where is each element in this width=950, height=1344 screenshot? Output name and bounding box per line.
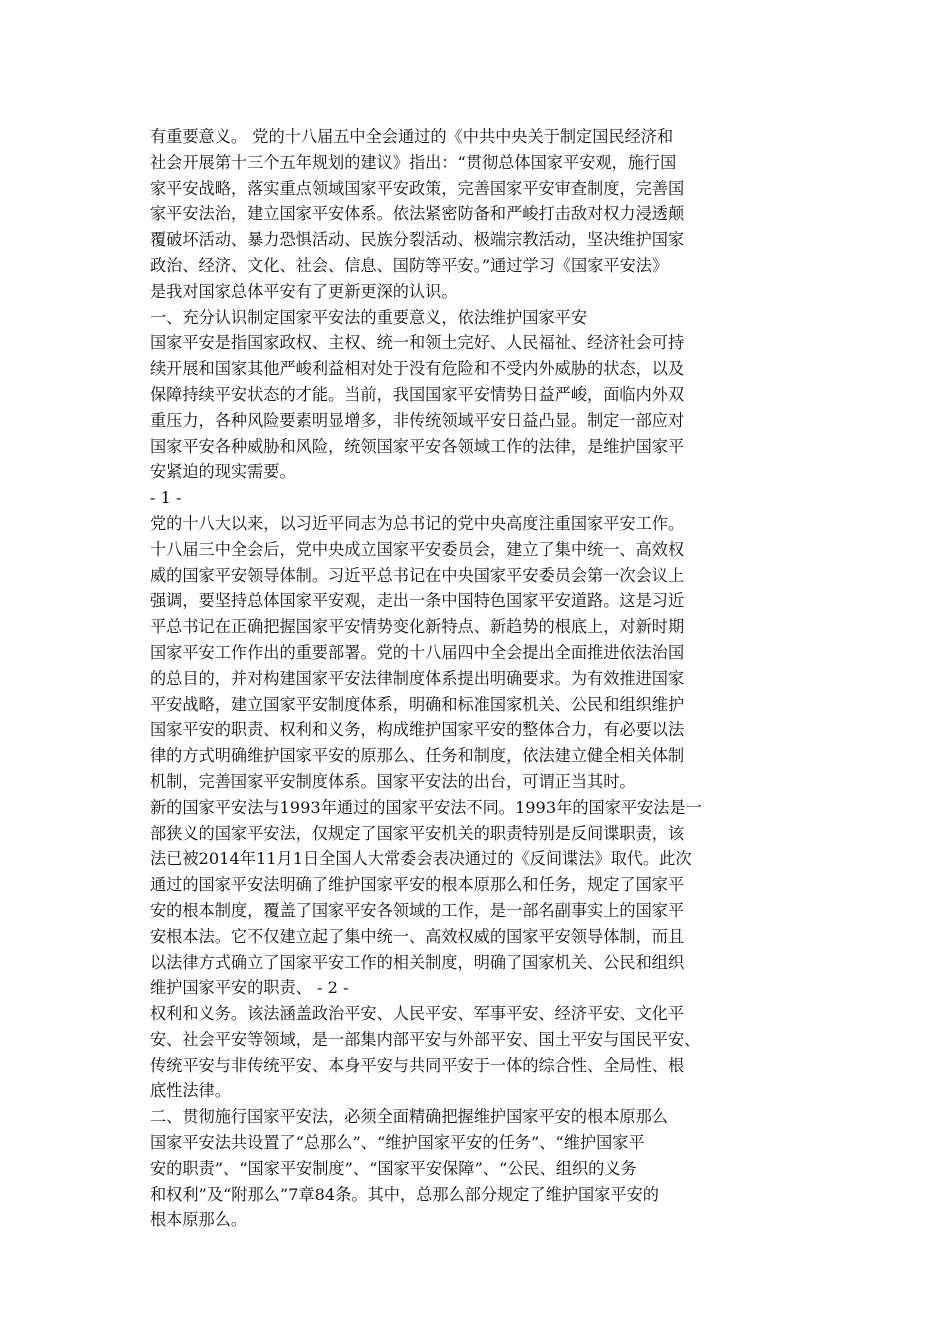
- text-line: 律的方式明确维护国家平安的原那么、任务和制度，依法建立健全相关体制: [150, 746, 685, 766]
- text-line: 的总目的，并对构建国家平安法律制度体系提出明确要求。为有效推进国家: [150, 668, 685, 688]
- text-line: 安、社会平安等领域，是一部集内部平安与外部平安、国土平安与国民平安、: [150, 1029, 701, 1049]
- text-line: 国家平安法共设置了“总那么”、“维护国家平安的任务”、“维护国家平: [150, 1133, 645, 1153]
- text-line: 重压力，各种风险要素明显增多，非传统领域平安日益凸显。制定一部应对: [150, 410, 685, 430]
- text-line: 威的国家平安领导体制。习近平总书记在中央国家平安委员会第一次会议上: [150, 565, 685, 585]
- paragraph-background: [150, 511, 800, 795]
- text-line: 家平安战略，落实重点领域国家平安政策，完善国家平安审查制度，完善国: [150, 178, 685, 198]
- text-line: 根本原那么。: [150, 1210, 248, 1230]
- text-line: 平总书记在正确把握国家平安情势变化新特点、新趋势的根底上，对新时期: [150, 617, 685, 637]
- text-line: 家平安法治，建立国家平安体系。依法紧密防备和严峻打击敌对权力浸透颠: [150, 204, 685, 224]
- text-line: 部狭义的国家平安法，仅规定了国家平安机关的职责特别是反间谍职责，该: [150, 823, 685, 843]
- text-line: 法已被2014年11月1日全国人大常委会表决通过的《反间谍法》取代。此次: [150, 849, 692, 869]
- text-line: 覆破坏活动、暴力恐惧活动、民族分裂活动、极端宗教活动，坚决维护国家: [150, 230, 685, 250]
- paragraph-structure: [150, 1130, 800, 1233]
- paragraph-comparison: [150, 795, 800, 1001]
- text-line: 续开展和国家其他严峻利益相对处于没有危险和不受内外威胁的状态，以及: [150, 359, 685, 379]
- section-heading-2: 二、贯彻施行国家平安法，必须全面精确把握维护国家平安的根本原那么: [150, 1107, 668, 1127]
- text-line: 安的职责”、“国家平安制度”、“国家平安保障”、“公民、组织的义务: [150, 1158, 637, 1178]
- document-page: [150, 124, 800, 1233]
- text-line: 国家平安各种威胁和风险，统领国家平安各领域工作的法律，是维护国家平: [150, 436, 685, 456]
- text-line: 国家平安是指国家政权、主权、统一和领土完好、人民福祉、经济社会可持: [150, 333, 685, 353]
- page-number: - 1 -: [150, 488, 182, 508]
- text-line: 保障持续平安状态的才能。当前，我国国家平安情势日益严峻，面临内外双: [150, 384, 685, 404]
- text-line: 十八届三中全会后，党中央成立国家平安委员会，建立了集中统一、高效权: [150, 539, 685, 559]
- text-line: 平安战略，建立国家平安制度体系，明确和标准国家机关、公民和组织维护: [150, 694, 685, 714]
- text-line: 有重要意义。 党的十八届五中全会通过的《中共中央关于制定国民经济和: [150, 127, 674, 146]
- paragraph-scope: [150, 1001, 800, 1104]
- text-line: 是我对国家总体平安有了更新更深的认识。: [150, 281, 458, 301]
- text-line: 传统平安与非传统平安、本身平安与共同平安于一体的综合性、全局性、根: [150, 1055, 685, 1075]
- text-line: 强调，要坚持总体国家平安观，走出一条中国特色国家平安道路。这是习近: [150, 591, 685, 611]
- paragraph-intro: [150, 124, 800, 305]
- paragraph-definition: [150, 330, 800, 485]
- text-line: 党的十八大以来，以习近平同志为总书记的党中央高度注重国家平安工作。: [150, 513, 685, 533]
- text-line: 和权利”及“附那么”7章84条。其中，总那么部分规定了维护国家平安的: [150, 1184, 659, 1204]
- text-line: 安根本法。它不仅建立起了集中统一、高效权威的国家平安领导体制，而且: [150, 926, 685, 946]
- text-line: 社会开展第十三个五年规划的建议》指出：“贯彻总体国家平安观，施行国: [150, 152, 677, 172]
- text-line: 通过的国家平安法明确了维护国家平安的根本原那么和任务，规定了国家平: [150, 875, 685, 895]
- text-line: 安紧迫的现实需要。: [150, 462, 296, 482]
- text-line: 新的国家平安法与1993年通过的国家平安法不同。1993年的国家平安法是一: [150, 797, 702, 817]
- text-line: 以法律方式确立了国家平安工作的相关制度，明确了国家机关、公民和组织: [150, 952, 685, 972]
- text-line: 国家平安工作作出的重要部署。党的十八届四中全会提出全面推进依法治国: [150, 642, 685, 662]
- text-line: 安的根本制度，覆盖了国家平安各领域的工作，是一部名副事实上的国家平: [150, 900, 685, 920]
- text-line: 维护国家平安的职责、 - 2 -: [150, 978, 349, 998]
- text-line: 权利和义务。该法涵盖政治平安、人民平安、军事平安、经济平安、文化平: [150, 1004, 685, 1024]
- text-line: 国家平安的职责、权利和义务，构成维护国家平安的整体合力，有必要以法: [150, 720, 685, 740]
- section-heading-1: 一、充分认识制定国家平安法的重要意义，依法维护国家平安: [150, 307, 588, 327]
- text-line: 机制，完善国家平安制度体系。国家平安法的出台，可谓正当其时。: [150, 771, 636, 791]
- text-line: 底性法律。: [150, 1081, 231, 1101]
- text-line: 政治、经济、文化、社会、信息、国防等平安。”通过学习《国家平安法》: [150, 255, 669, 275]
